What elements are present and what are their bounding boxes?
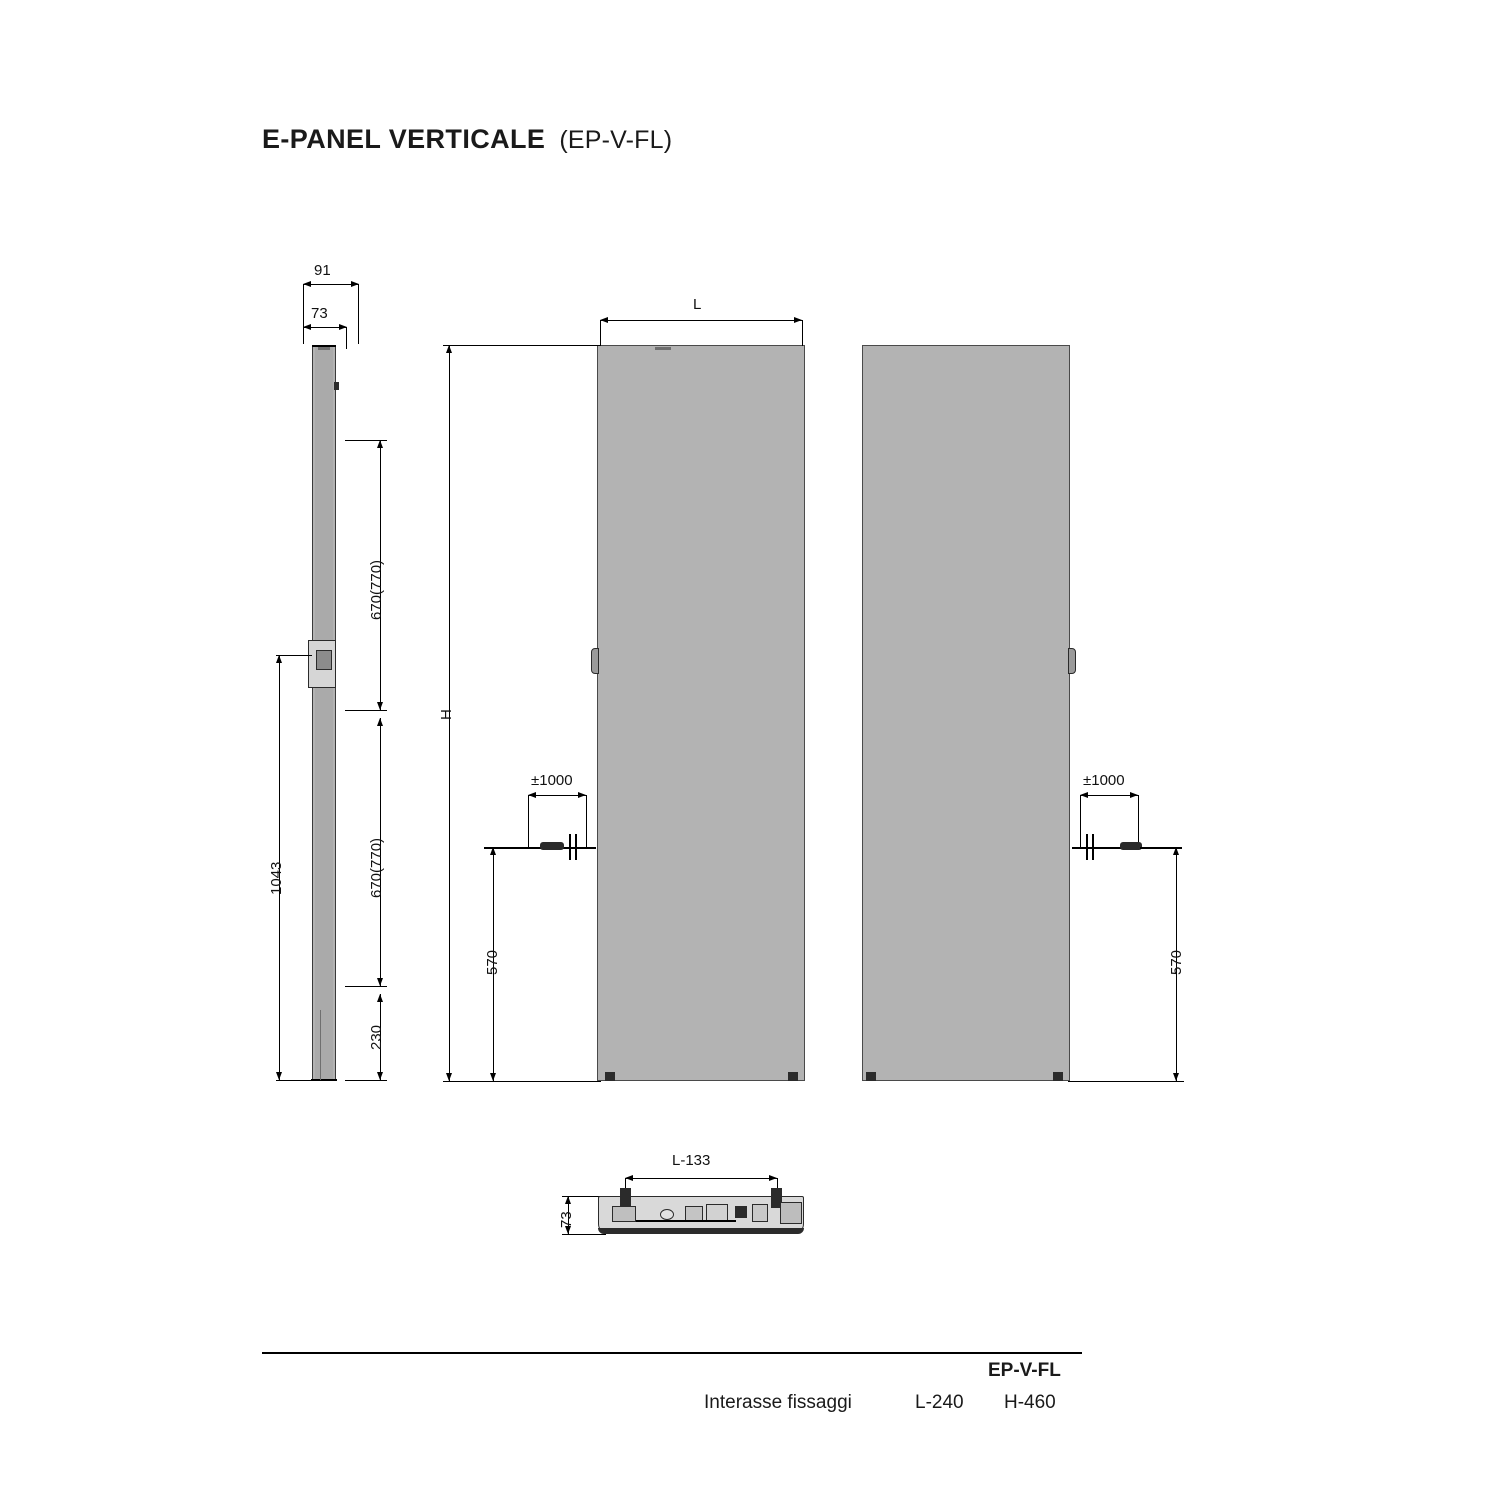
detail-terminal-left [620,1188,631,1208]
panel-front-left [597,345,805,1081]
panel-right-foot-b [1053,1072,1063,1081]
arrow-right-cable-r [1130,792,1138,798]
footer-label: Interasse fissaggi [704,1392,852,1413]
arrow-up-73-detail [565,1196,571,1204]
arrow-up-670a [377,440,383,448]
ext-line-H-top [443,345,601,346]
ext-line-L-left [600,320,601,346]
arrow-right-L133 [769,1175,777,1181]
cable-right-break-b [1092,834,1094,860]
detail-rail [636,1220,736,1222]
detail-block-dark [735,1206,747,1218]
dim-label-cable-left: ±1000 [531,772,573,789]
arrow-left-cable-r [1080,792,1088,798]
ext-line-230-bottom [345,1080,387,1081]
panel-left-foot-b [788,1072,798,1081]
arrow-up-570-left [490,847,496,855]
ext-73-detail-bottom [562,1234,606,1235]
dim-label-depth-91: 91 [314,262,331,279]
arrow-up-1043 [276,655,282,663]
product-name: E-PANEL VERTICALE [262,124,546,154]
panel-left-connector [591,648,599,674]
cable-right-plug [1120,842,1142,850]
dim-line-L133 [625,1178,777,1179]
dim-label-L: L [693,296,702,313]
arrow-up-570-right [1173,847,1179,855]
arrow-down-670b [377,978,383,986]
cable-left-plug [540,842,564,850]
dim-line-L [600,320,802,321]
detail-block-left [612,1206,636,1222]
arrow-up-H [446,345,452,353]
footer-h-value: H-460 [1004,1392,1056,1413]
arrow-down-570-right [1173,1073,1179,1081]
detail-knob-a [660,1209,674,1220]
cable-right-break-a [1086,834,1088,860]
arrow-right-L [794,317,802,323]
arrow-up-670b [377,718,383,726]
dim-label-cable-right: ±1000 [1083,772,1125,789]
footer-rule [262,1352,1082,1354]
arrow-up-230 [377,994,383,1002]
arrow-left-73 [303,324,311,330]
ext-570-right-top [1160,847,1182,848]
dim-label-1043: 1043 [268,861,285,895]
dim-label-73-detail: 73 [558,1211,575,1228]
detail-housing-base [598,1228,804,1234]
dim-label-depth-73: 73 [311,305,328,322]
panel-front-right [862,345,1070,1081]
dim-label-230: 230 [368,1024,385,1050]
panel-right-foot-a [866,1072,876,1081]
footer-table [262,1352,1082,1413]
arrow-down-1043 [276,1072,282,1080]
footer-model-code: EP-V-FL [988,1360,1061,1381]
side-top-notch [318,347,330,350]
dim-label-L133: L-133 [672,1152,711,1169]
detail-block-mid [685,1206,703,1221]
ext-cable-right-b [1138,795,1139,847]
ext-line-1043-top [276,655,312,656]
ext-line-670a-top [345,440,387,441]
dim-label-upper-670: 670(770) [368,559,385,620]
side-bottom-bevel [320,1010,321,1080]
dim-label-H: H [438,709,455,720]
arrow-down-670a [377,702,383,710]
arrow-left-L133 [625,1175,633,1181]
panel-left-foot-a [605,1072,615,1081]
ext-line-670b-bottom [345,986,387,987]
arrow-down-230 [377,1072,383,1080]
ext-cable-left-b [586,795,587,847]
ext-line-1043-bottom [276,1080,316,1081]
side-upper-connector [334,382,339,390]
arrow-right-cable-l [578,792,586,798]
ext-line-73-right [346,327,347,349]
arrow-down-H [446,1073,452,1081]
arrow-down-570-left [490,1073,496,1081]
panel-left-top-notch [655,347,671,350]
product-code: (EP-V-FL) [559,126,673,154]
ext-cable-left-a [528,795,529,847]
ext-570-right-bottom [1068,1081,1184,1082]
ext-line-H-bottom [443,1081,601,1082]
page-title [262,124,672,155]
ext-line-91-right [358,284,359,344]
dim-label-lower-670: 670(770) [368,837,385,898]
ext-cable-right-a [1080,795,1081,847]
dim-label-570-left: 570 [484,949,501,975]
ext-line-91-left [303,284,304,344]
dim-label-570-right: 570 [1168,949,1185,975]
cable-left-break-a [569,834,571,860]
panel-right-connector [1068,648,1076,674]
arrow-left-91 [303,281,311,287]
ext-line-670a-bottom [345,710,387,711]
side-body-core [315,345,333,1080]
arrow-left-cable-l [528,792,536,798]
cable-left-break-b [575,834,577,860]
arrow-left-L [600,317,608,323]
detail-endcap [780,1202,802,1224]
detail-block-right [752,1204,768,1222]
wall-bracket-slot [316,650,332,670]
footer-l-value: L-240 [915,1392,964,1413]
ext-line-L-right [802,320,803,346]
